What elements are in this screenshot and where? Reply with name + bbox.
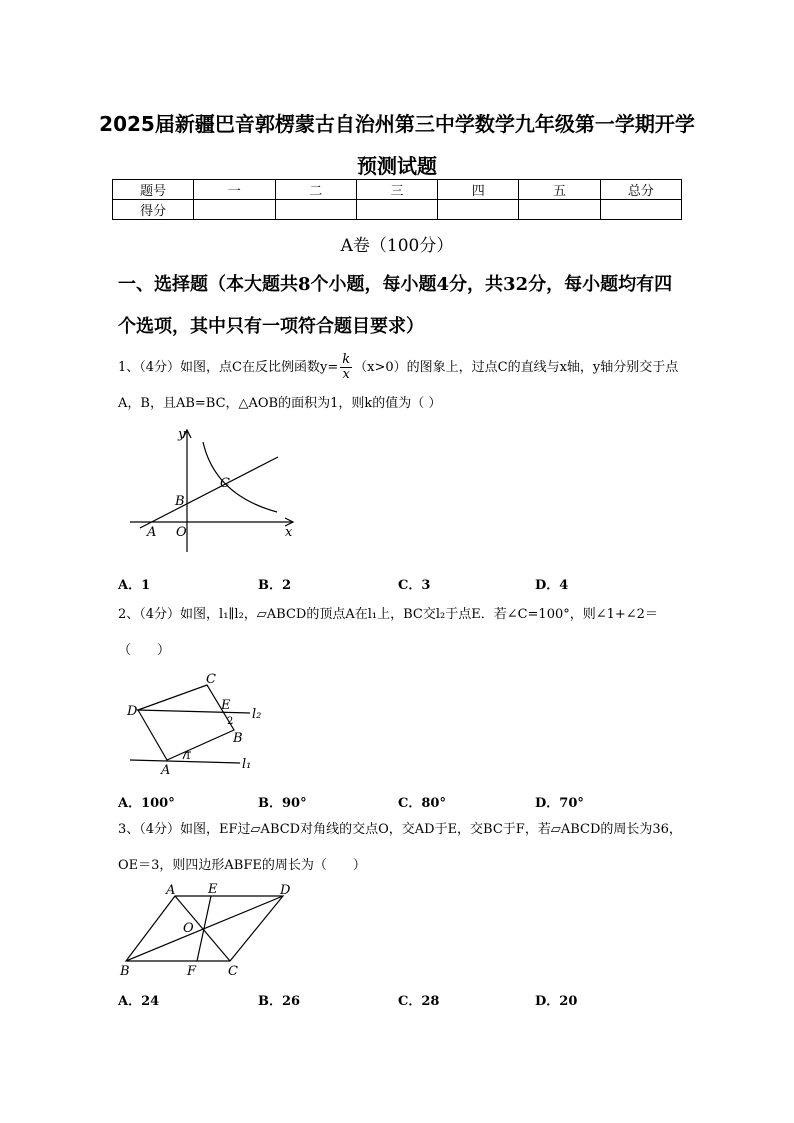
fraction-numerator: k [342, 352, 351, 367]
paper-a-heading: A卷（100分） [340, 236, 454, 256]
score-cell [356, 200, 437, 220]
label-d: D [127, 704, 138, 719]
question-3-text: 3、（4分）如图，EF过▱ABCD对角线的交点O，交AD于E，交BC于F，若▱ABCD的周长为36，OE＝3，则四边形ABFE的周长为（ ） [118, 822, 682, 873]
label-a: A [161, 763, 171, 778]
label-e: E [208, 882, 218, 897]
label-f: F [187, 964, 197, 979]
score-cell [438, 200, 519, 220]
score-header-cell: 四 [438, 180, 519, 200]
option-c: C．3 [398, 578, 431, 593]
segment-ef [197, 896, 211, 961]
question-2-figure [125, 668, 275, 778]
label-o: O [183, 921, 194, 936]
question-1-text-before: 1、（4分）如图，点C在反比例函数y= [118, 360, 339, 375]
option-a: A．100° [118, 796, 175, 811]
option-b: B．90° [258, 796, 307, 811]
option-a: A．1 [118, 578, 151, 593]
question-2-text: 2、（4分）如图，l₁∥l₂，▱ABCD的顶点A在l₁上，BC交l₂于点E．若∠C=100°，则∠1+∠2＝（ ） [118, 607, 658, 658]
score-cell [194, 200, 275, 220]
label-b: B [233, 731, 243, 746]
question-1-options [118, 574, 684, 594]
score-table-header-row [113, 180, 682, 200]
fraction-denominator: x [342, 367, 350, 382]
question-3-figure [115, 880, 300, 980]
label-b: B [120, 964, 130, 979]
line-through-c [140, 457, 278, 528]
option-b: B．2 [258, 578, 292, 593]
option-c: C．28 [398, 994, 440, 1009]
document-title-line2: 预测试题 [357, 154, 437, 178]
label-angle-1: 1 [185, 751, 192, 762]
document-title-line1: 2025届新疆巴音郭楞蒙古自治州第三中学数学九年级第一学期开学 [99, 112, 695, 136]
parallelogram-abcd [138, 685, 234, 760]
label-y: y [178, 427, 186, 442]
label-d: D [280, 883, 291, 898]
question-1-text [118, 350, 684, 422]
fraction-k-over-x [340, 353, 352, 382]
score-header-cell: 三 [356, 180, 437, 200]
score-header-cell: 总分 [600, 180, 681, 200]
score-row-label: 得分 [113, 200, 194, 220]
question-3-options [118, 990, 684, 1010]
score-header-cell: 五 [519, 180, 600, 200]
label-c: C [228, 964, 238, 979]
label-a: A [166, 883, 176, 898]
question-1-figure [125, 420, 300, 555]
score-header-cell: 二 [275, 180, 356, 200]
option-c: C．80° [398, 796, 446, 811]
score-header-cell: 题号 [113, 180, 194, 200]
score-cell [275, 200, 356, 220]
label-c: C [220, 476, 230, 491]
question-1-text-after: （x>0）的图象上，过点C的直线与x轴，y轴分别交于点A，B，且AB=BC，△AOB的面积为1，则k的值为（ ） [118, 360, 679, 411]
label-o: O [176, 525, 187, 540]
option-d: D．20 [535, 994, 578, 1009]
score-table [112, 179, 682, 220]
label-a: A [147, 525, 157, 540]
option-d: D．70° [535, 796, 584, 811]
label-x: x [285, 525, 293, 540]
line-l2 [137, 710, 250, 713]
score-cell [600, 200, 681, 220]
label-angle-2: 2 [227, 716, 234, 727]
label-b: B [175, 494, 185, 509]
score-header-cell: 一 [194, 180, 275, 200]
label-l1: l₁ [242, 757, 252, 772]
label-c: C [206, 672, 216, 687]
question-2-options [118, 792, 684, 812]
option-b: B．26 [258, 994, 301, 1009]
label-e: E [221, 698, 231, 713]
option-d: D．4 [535, 578, 569, 593]
option-a: A．24 [118, 994, 160, 1009]
score-table-score-row [113, 200, 682, 220]
section-heading-multiple-choice: 一、选择题（本大题共8个小题，每小题4分，共32分，每小题均有四个选项，其中只有一项符合题目要求） [118, 274, 673, 337]
label-l2: l₂ [252, 707, 262, 722]
score-cell [519, 200, 600, 220]
